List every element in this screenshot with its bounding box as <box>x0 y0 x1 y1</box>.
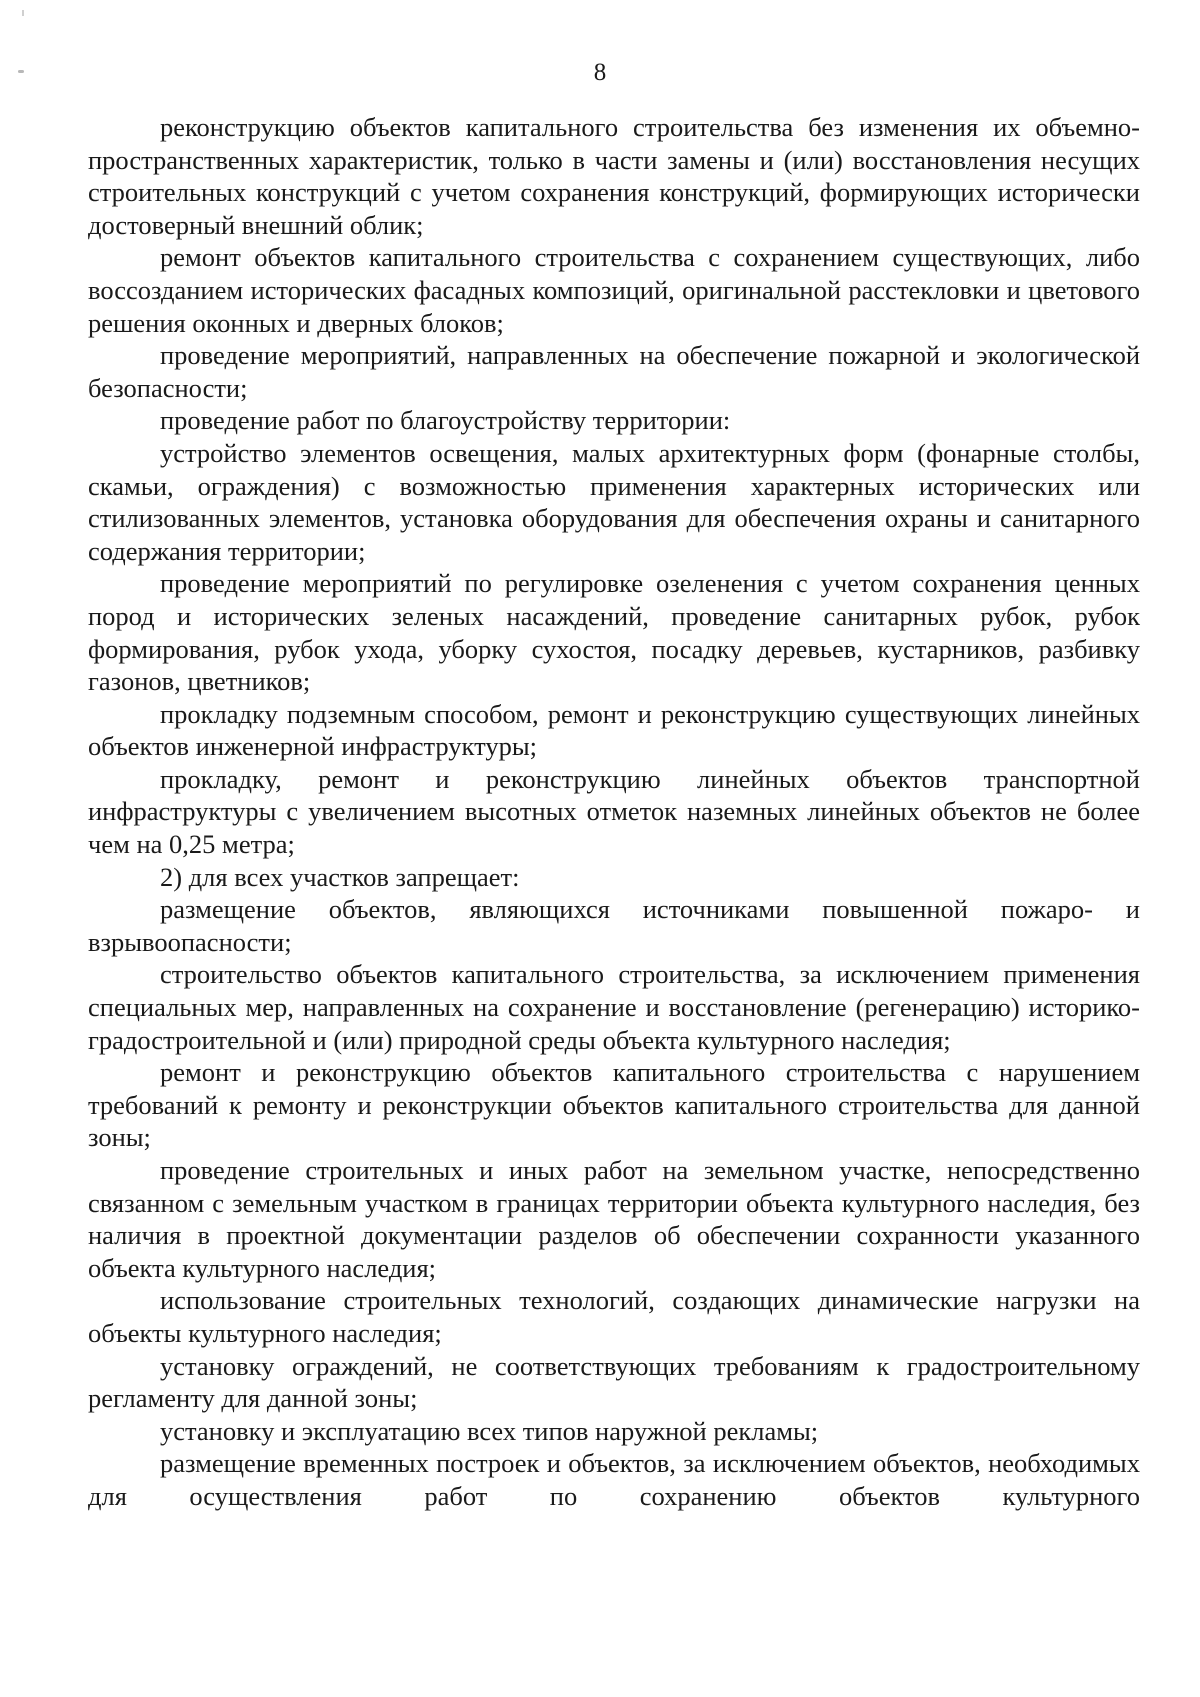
paragraph: размещение временных построек и объектов, за исключением объектов, необходимых для осуществления работ по сохранению объектов культурного <box>88 1448 1140 1511</box>
paragraph: проведение мероприятий по регулировке озеленения с учетом сохранения ценных пород и исторических зеленых насаждений, проведение санитарных рубок, рубок формирования, рубок ухода, уборку сухостоя, посадку деревьев, кустарников, разбивку газонов, цветников; <box>88 568 1140 697</box>
paragraph: реконструкцию объектов капитального строительства без изменения их объемно-пространственных характеристик, только в части замены и (или) восстановления несущих строительных конструкций с учетом сохранения конструкций, формирующих исторически достоверный внешний облик; <box>88 112 1140 240</box>
document-body <box>88 111 1140 1513</box>
scan-speck <box>22 10 24 16</box>
paragraph: строительство объектов капитального строительства, за исключением применения специальных мер, направленных на сохранение и восстановление (регенерацию) историко-градостроительной и (или) природной среды объекта культурного наследия; <box>88 959 1140 1055</box>
paragraph: ремонт и реконструкцию объектов капитального строительства с нарушением требований к ремонту и реконструкции объектов капитального строительства для данной зоны; <box>88 1057 1140 1153</box>
paragraph: прокладку, ремонт и реконструкцию линейных объектов транспортной инфраструктуры с увеличением высотных отметок наземных линейных объектов не более чем на 0,25 метра; <box>88 763 1140 860</box>
paragraph: 2) для всех участков запрещает: <box>160 861 520 892</box>
paragraph: проведение мероприятий, направленных на обеспечение пожарной и экологической безопасности; <box>88 340 1140 403</box>
page-number: 8 <box>593 59 607 86</box>
paragraph: ремонт объектов капитального строительства с сохранением существующих, либо воссозданием исторических фасадных композиций, оригинальной расстекловки и цветового решения оконных и дверных блоков; <box>88 242 1140 338</box>
paragraph: проведение строительных и иных работ на земельном участке, непосредственно связанном с земельным участком в границах территории объекта культурного наследия, без наличия в проектной документации разделов об обеспечении сохранности указанного объекта культурного наследия; <box>88 1155 1140 1283</box>
paragraph: использование строительных технологий, создающих динамические нагрузки на объекты культурного наследия; <box>88 1285 1140 1348</box>
paragraph: установку ограждений, не соответствующих требованиям к градостроительному регламенту для данной зоны; <box>88 1350 1140 1414</box>
paragraph: размещение объектов, являющихся источниками повышенной пожаро- и взрывоопасности; <box>88 894 1140 957</box>
paragraph: установку и эксплуатацию всех типов наружной рекламы; <box>160 1415 819 1446</box>
paragraph: прокладку подземным способом, ремонт и реконструкцию существующих линейных объектов инженерной инфраструктуры; <box>88 698 1140 762</box>
paragraph: устройство элементов освещения, малых архитектурных форм (фонарные столбы, скамьи, ограждения) с возможностью применения характерных исторических или стилизованных элементов, установка оборудования для обеспечения охраны и санитарного содержания территории; <box>88 437 1140 566</box>
paragraph: проведение работ по благоустройству территории: <box>160 405 731 436</box>
